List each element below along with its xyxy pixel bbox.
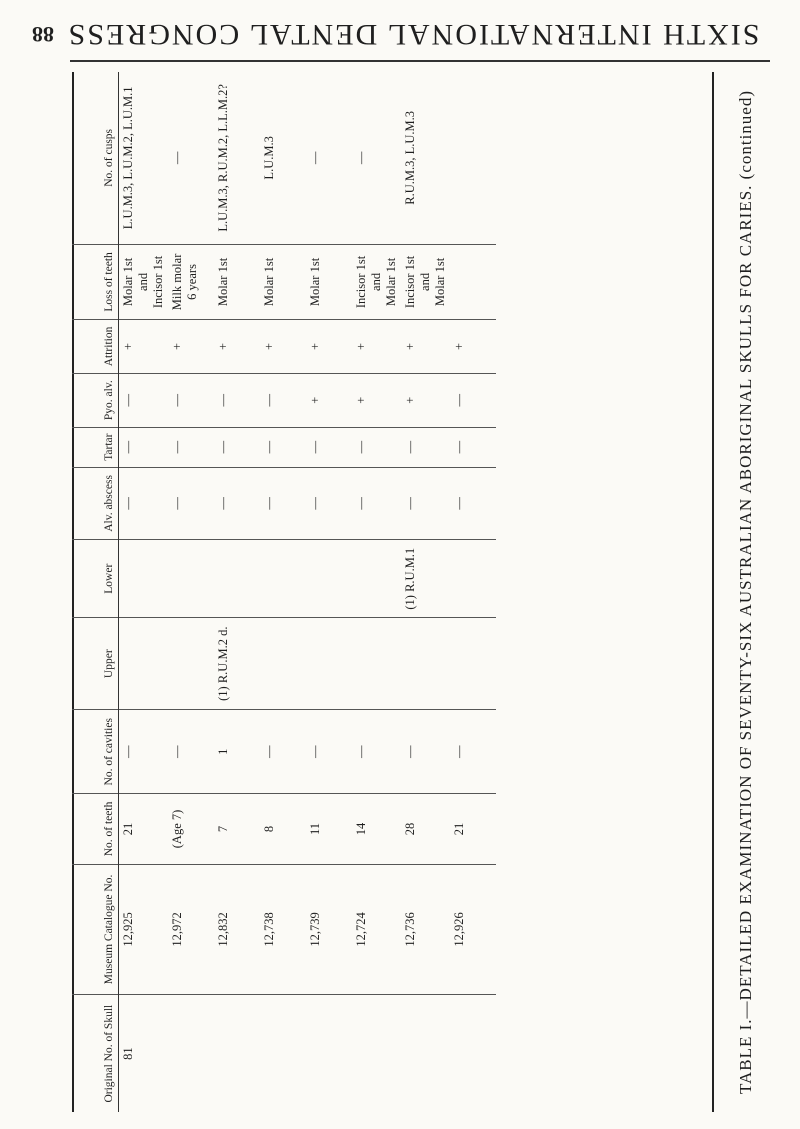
table-cell: — (450, 467, 496, 540)
table-cell (401, 540, 450, 618)
table-cell: 12,736 (401, 864, 450, 995)
column-header: No. of teeth (72, 794, 119, 864)
table-cell: — (119, 373, 169, 427)
table-cell: + (401, 320, 450, 374)
table-cell (352, 540, 401, 618)
table-cell (214, 72, 260, 244)
column-header: Original No. of Skull (72, 995, 119, 1112)
caries-table (72, 72, 496, 1112)
table-cell: — (168, 710, 214, 794)
column-header: Tartar (72, 427, 119, 467)
table-row (401, 72, 450, 1112)
table-cell: + (260, 320, 306, 374)
table-cell (168, 72, 214, 244)
table-cell: — (352, 710, 401, 794)
table-cell (306, 244, 352, 319)
column-header: Upper (72, 618, 119, 710)
table-cell: 12,926 (450, 864, 496, 995)
table-cell (214, 995, 260, 1112)
table-cell (450, 244, 496, 319)
cell-line: — (308, 151, 322, 165)
table-cell: + (352, 373, 401, 427)
table-cell: — (450, 373, 496, 427)
column-header: No. of cusps (72, 72, 119, 244)
table-cell (401, 618, 450, 710)
table-cell: 7 (214, 794, 260, 864)
table-header (72, 72, 119, 1112)
table-cell: 81 (119, 995, 169, 1112)
table-cell (168, 995, 214, 1112)
table-cell: — (306, 427, 352, 467)
cell-line: and (136, 272, 150, 291)
table-row (306, 72, 352, 1112)
cell-line: and (369, 272, 383, 291)
table-cell (168, 244, 214, 319)
table-cell (214, 618, 260, 710)
table-cell (450, 72, 496, 244)
table-cell: — (214, 467, 260, 540)
table-row (119, 72, 169, 1112)
table-cell (260, 244, 306, 319)
table-cell: — (260, 467, 306, 540)
table-row (260, 72, 306, 1112)
table-cell (352, 618, 401, 710)
cell-line: L.U.M.3, R.U.M.2, L.L.M.2? (216, 84, 230, 232)
cell-line: Incisor 1st (403, 255, 417, 309)
cell-line: Molar 1st (308, 257, 322, 307)
table-row (352, 72, 401, 1112)
table-cell: — (119, 427, 169, 467)
table-cell (260, 995, 306, 1112)
cell-line: Molar 1st (384, 257, 398, 307)
cell-line: Incisor 1st (151, 255, 165, 309)
cell-line: (1) R.U.M.2 d. (216, 626, 230, 701)
table-cell: — (119, 710, 169, 794)
table-cell (352, 995, 401, 1112)
cell-line: Molar 1st (121, 257, 135, 307)
column-header: Alv. abscess (72, 467, 119, 540)
cell-line: and (418, 272, 432, 291)
table-cell: + (214, 320, 260, 374)
table-rotated-content (72, 72, 755, 1112)
table-cell: 11 (306, 794, 352, 864)
table-cell: + (450, 320, 496, 374)
column-header: Lower (72, 540, 119, 618)
cell-line: L.U.M.3, L.U.M.2, L.U.M.1 (121, 86, 135, 230)
header-rule (70, 60, 770, 62)
table-bottom-rule (712, 72, 714, 1112)
table-cell: — (260, 427, 306, 467)
table-cell: 28 (401, 794, 450, 864)
table-cell: 12,724 (352, 864, 401, 995)
table-cell (450, 618, 496, 710)
table-cell (168, 540, 214, 618)
table-cell (306, 540, 352, 618)
table-cell: + (119, 320, 169, 374)
table-cell: + (401, 373, 450, 427)
table-cell (306, 995, 352, 1112)
cell-line: Milk molar (170, 253, 184, 311)
table-cell: — (168, 427, 214, 467)
table-cell: 12,925 (119, 864, 169, 995)
table-cell (450, 995, 496, 1112)
table-cell: 1 (214, 710, 260, 794)
running-head (32, 10, 772, 58)
cell-line: — (170, 151, 184, 165)
table-cell (119, 244, 169, 319)
page-number: 88 (32, 22, 54, 47)
table-cell (401, 995, 450, 1112)
table-cell: — (401, 710, 450, 794)
table-cell: 8 (260, 794, 306, 864)
column-header: Attrition (72, 320, 119, 374)
table-cell (260, 540, 306, 618)
table-cell: 12,832 (214, 864, 260, 995)
cell-line: Incisor 1st (354, 255, 368, 309)
cell-line: Molar 1st (433, 257, 447, 307)
table-cell: — (168, 373, 214, 427)
table-row (450, 72, 496, 1112)
table-cell: + (352, 320, 401, 374)
table-cell: — (352, 467, 401, 540)
table-cell: — (401, 427, 450, 467)
cell-line: Molar 1st (262, 257, 276, 307)
table-cell (260, 72, 306, 244)
cell-line: (1) R.U.M.1 (403, 547, 417, 610)
table-row (168, 72, 214, 1112)
table-cell: 12,739 (306, 864, 352, 995)
table-cell: — (214, 373, 260, 427)
table-cell (401, 72, 450, 244)
table-cell (352, 72, 401, 244)
table-cell: 14 (352, 794, 401, 864)
table-cell: — (401, 467, 450, 540)
table-cell: — (260, 710, 306, 794)
table-cell (119, 540, 169, 618)
table-cell: — (352, 427, 401, 467)
table-cell: — (214, 427, 260, 467)
table-region (72, 72, 755, 1112)
table-cell (119, 618, 169, 710)
table-cell (260, 618, 306, 710)
column-header: No. of cavities (72, 710, 119, 794)
table-cell: + (306, 320, 352, 374)
table-cell (119, 72, 169, 244)
column-header: Loss of teeth (72, 244, 119, 319)
table-cell (214, 244, 260, 319)
table-cell: 21 (450, 794, 496, 864)
table-cell (168, 618, 214, 710)
cell-line: R.U.M.3, L.U.M.3 (403, 110, 417, 205)
column-header: Museum Catalogue No. (72, 864, 119, 995)
table-cell: — (260, 373, 306, 427)
table-cell (306, 72, 352, 244)
table-cell (450, 540, 496, 618)
cell-line: 6 years (185, 264, 199, 300)
table-header-row (72, 72, 119, 1112)
table-body (119, 72, 497, 1112)
table-cell: 12,972 (168, 864, 214, 995)
cell-line: Molar 1st (216, 257, 230, 307)
table-cell: — (306, 710, 352, 794)
table-cell (401, 244, 450, 319)
table-cell (352, 244, 401, 319)
table-cell: + (168, 320, 214, 374)
table-cell: — (450, 427, 496, 467)
cell-line: — (354, 151, 368, 165)
table-cell: — (168, 467, 214, 540)
column-header: Pyo. alv. (72, 373, 119, 427)
table-row (214, 72, 260, 1112)
journal-title: SIXTH INTERNATIONAL DENTAL CONGRESS (66, 18, 760, 51)
table-cell: 12,738 (260, 864, 306, 995)
cell-line: L.U.M.3 (262, 136, 276, 180)
table-cell (306, 618, 352, 710)
table-cell: — (119, 467, 169, 540)
table-cell: (Age 7) (168, 794, 214, 864)
table-cell: + (306, 373, 352, 427)
table-cell: 21 (119, 794, 169, 864)
table-cell: — (306, 467, 352, 540)
table-cell: — (450, 710, 496, 794)
table-cell (214, 540, 260, 618)
table-caption: TABLE I.—DETAILED EXAMINATION OF SEVENTY-SIX AUSTRALIAN ABORIGINAL SKULLS FOR CARIES. (continued) (736, 89, 755, 1095)
